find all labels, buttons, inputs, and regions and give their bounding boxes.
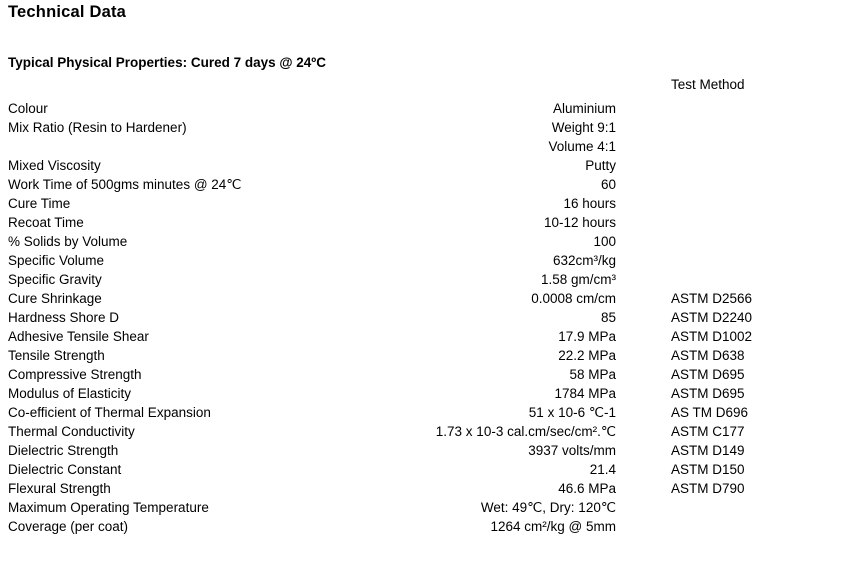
column-spacer bbox=[616, 194, 671, 213]
property-value: 22.2 MPa bbox=[558, 348, 616, 363]
property-method bbox=[671, 213, 841, 232]
property-value: 10-12 hours bbox=[543, 215, 616, 230]
property-label: Coverage (per coat) bbox=[8, 519, 129, 534]
property-value: 1.58 gm/cm³ bbox=[540, 272, 616, 287]
property-label: Modulus of Elasticity bbox=[8, 386, 132, 401]
property-method bbox=[671, 498, 841, 517]
property-value: 1264 cm²/kg @ 5mm bbox=[490, 519, 616, 534]
table-row bbox=[8, 289, 841, 308]
property-method bbox=[671, 251, 841, 270]
property-method bbox=[671, 99, 841, 118]
column-spacer bbox=[616, 137, 671, 156]
property-value: 1.73 x 10-3 cal.cm/sec/cm².℃ bbox=[435, 424, 616, 439]
property-label: Work Time of 500gms minutes @ 24℃ bbox=[8, 177, 242, 192]
table-row bbox=[8, 175, 841, 194]
property-label: Mix Ratio (Resin to Hardener) bbox=[8, 120, 187, 135]
property-method bbox=[671, 156, 841, 175]
property-value: 46.6 MPa bbox=[558, 481, 616, 496]
table-row bbox=[8, 99, 841, 118]
property-label: % Solids by Volume bbox=[8, 234, 128, 249]
table-row bbox=[8, 498, 841, 517]
column-spacer bbox=[616, 175, 671, 194]
property-method bbox=[671, 232, 841, 251]
table-row bbox=[8, 137, 841, 156]
property-value: Weight 9:1 bbox=[551, 120, 616, 135]
property-value: 60 bbox=[600, 177, 616, 192]
property-value: Volume 4:1 bbox=[548, 139, 616, 154]
table-row bbox=[8, 194, 841, 213]
property-method: AS TM D696 bbox=[671, 405, 749, 420]
table-row bbox=[8, 422, 841, 441]
property-label: Co-efficient of Thermal Expansion bbox=[8, 405, 211, 420]
property-method bbox=[671, 175, 841, 194]
column-spacer bbox=[616, 99, 671, 118]
property-label: Flexural Strength bbox=[8, 481, 111, 496]
property-value: 16 hours bbox=[563, 196, 616, 211]
test-method-column-header: Test Method bbox=[671, 77, 745, 92]
column-spacer bbox=[616, 460, 671, 479]
property-method bbox=[671, 270, 841, 289]
column-spacer bbox=[616, 270, 671, 289]
property-value: 51 x 10-6 ℃-1 bbox=[528, 405, 616, 420]
property-method: ASTM D2240 bbox=[671, 310, 753, 325]
property-value: Putty bbox=[585, 158, 616, 173]
column-spacer bbox=[616, 403, 671, 422]
table-row bbox=[8, 479, 841, 498]
property-method: ASTM D1002 bbox=[671, 329, 753, 344]
property-label: Compressive Strength bbox=[8, 367, 142, 382]
property-value: 21.4 bbox=[589, 462, 616, 477]
table-row bbox=[8, 517, 841, 536]
table-row bbox=[8, 365, 841, 384]
property-value: 17.9 MPa bbox=[558, 329, 616, 344]
property-method bbox=[671, 517, 841, 536]
property-label: Dielectric Constant bbox=[8, 462, 122, 477]
table-row bbox=[8, 403, 841, 422]
column-spacer bbox=[616, 251, 671, 270]
column-spacer bbox=[616, 327, 671, 346]
property-method: ASTM D695 bbox=[671, 386, 745, 401]
column-spacer bbox=[616, 346, 671, 365]
property-value: 632cm³/kg bbox=[552, 253, 616, 268]
page-title: Technical Data bbox=[8, 3, 127, 21]
column-spacer bbox=[616, 289, 671, 308]
property-label: Maximum Operating Temperature bbox=[8, 500, 209, 515]
property-label: Dielectric Strength bbox=[8, 443, 119, 458]
property-value: 0.0008 cm/cm bbox=[531, 291, 616, 306]
property-method: ASTM D695 bbox=[671, 367, 745, 382]
property-value: Wet: 49℃, Dry: 120℃ bbox=[480, 500, 616, 515]
column-spacer bbox=[616, 479, 671, 498]
column-spacer bbox=[616, 156, 671, 175]
table-row bbox=[8, 308, 841, 327]
column-spacer bbox=[616, 517, 671, 536]
property-value: 1784 MPa bbox=[554, 386, 616, 401]
property-method bbox=[671, 194, 841, 213]
technical-data-page bbox=[0, 3, 841, 566]
section-subtitle: Typical Physical Properties: Cured 7 days @ 24ºC bbox=[8, 55, 326, 70]
properties-table bbox=[0, 99, 841, 536]
property-label: Colour bbox=[8, 101, 48, 116]
property-method: ASTM D790 bbox=[671, 481, 745, 496]
property-label: Cure Time bbox=[8, 196, 71, 211]
property-label: Tensile Strength bbox=[8, 348, 105, 363]
table-row bbox=[8, 232, 841, 251]
table-row bbox=[8, 460, 841, 479]
property-label: Thermal Conductivity bbox=[8, 424, 135, 439]
property-value: 85 bbox=[600, 310, 616, 325]
property-method: ASTM C177 bbox=[671, 424, 745, 439]
column-spacer bbox=[616, 365, 671, 384]
property-label: Adhesive Tensile Shear bbox=[8, 329, 149, 344]
property-value: Aluminium bbox=[552, 101, 616, 116]
table-row bbox=[8, 251, 841, 270]
column-spacer bbox=[616, 441, 671, 460]
table-row bbox=[8, 213, 841, 232]
property-method: ASTM D638 bbox=[671, 348, 745, 363]
property-method bbox=[671, 137, 841, 156]
property-label: Specific Gravity bbox=[8, 272, 102, 287]
property-label: Cure Shrinkage bbox=[8, 291, 102, 306]
property-method: ASTM D149 bbox=[671, 443, 745, 458]
property-label: Recoat Time bbox=[8, 215, 84, 230]
column-spacer bbox=[616, 213, 671, 232]
property-value: 100 bbox=[593, 234, 616, 249]
column-spacer bbox=[616, 308, 671, 327]
column-spacer bbox=[616, 118, 671, 137]
table-row bbox=[8, 156, 841, 175]
column-spacer bbox=[616, 232, 671, 251]
table-row bbox=[8, 384, 841, 403]
property-label: Mixed Viscosity bbox=[8, 158, 101, 173]
property-method bbox=[671, 118, 841, 137]
property-method: ASTM D2566 bbox=[671, 291, 753, 306]
column-spacer bbox=[616, 498, 671, 517]
property-label: Specific Volume bbox=[8, 253, 105, 268]
property-value: 3937 volts/mm bbox=[528, 443, 616, 458]
property-label: Hardness Shore D bbox=[8, 310, 120, 325]
column-spacer bbox=[616, 422, 671, 441]
property-method: ASTM D150 bbox=[671, 462, 745, 477]
table-row bbox=[8, 327, 841, 346]
property-label bbox=[8, 137, 370, 156]
table-row bbox=[8, 118, 841, 137]
column-spacer bbox=[616, 384, 671, 403]
table-row bbox=[8, 441, 841, 460]
table-row bbox=[8, 270, 841, 289]
property-value: 58 MPa bbox=[569, 367, 616, 382]
table-row bbox=[8, 346, 841, 365]
